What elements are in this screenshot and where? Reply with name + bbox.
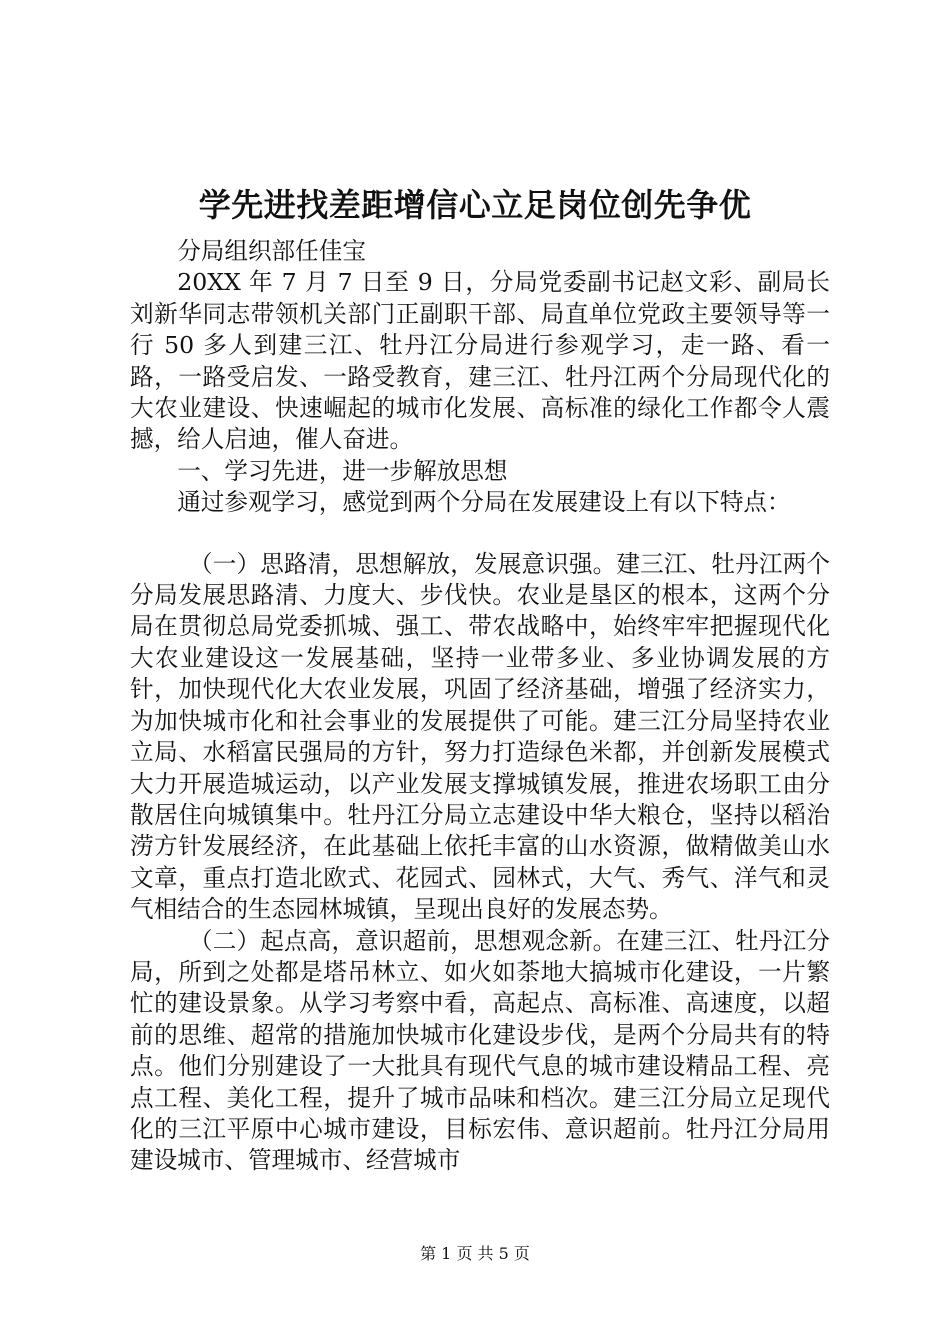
section-lead: 通过参观学习，感觉到两个分局在发展建设上有以下特点：	[177, 488, 791, 517]
paragraph-gap	[130, 519, 830, 549]
document-title: 学先进找差距增信心立足岗位创先争优	[198, 186, 752, 224]
page-number-footer: 第 1 页 共 5 页	[420, 1244, 530, 1263]
point-two-paragraph: （二）起点高，意识超前，思想观念新。在建三江、牡丹江分局，所到之处都是塔吊林立、如火如荼地大搞城市化建设，一片繁忙的建设景象。从学习考察中看，高起点、高标准、高速度，以超前的思维、超常的措施加快城市化建设步伐，是两个分局共有的特点。他们分别建设了一大批具有现代气息的城市建设精品工程、亮点工程、美化工程，提升了城市品味和档次。建三江分局立足现代化的三江平原中心城市建设，目标宏伟、意识超前。牡丹江分局用建设城市、管理城市、经营城市	[130, 926, 830, 1175]
document-body	[130, 236, 830, 1177]
author-line: 分局组织部任佳宝	[177, 237, 366, 265]
point-one-paragraph: （一）思路清，思想解放，发展意识强。建三江、牡丹江两个分局发展思路清、力度大、步伐快。农业是垦区的根本，这两个分局在贯彻总局党委抓城、强工、带农战略中，始终牢牢把握现代化大农业建设这一发展基础，坚持一业带多业、多业协调发展的方针，加快现代化大农业发展，巩固了经济基础，增强了经济实力，为加快城市化和社会事业的发展提供了可能。建三江分局坚持农业立局、水稻富民强局的方针，努力打造绿色米都，并创新发展模式大力开展造城运动，以产业发展支撑城镇发展，推进农场职工由分散居住向城镇集中。牡丹江分局立志建设中华大粮仓，坚持以稻治涝方针发展经济，在此基础上依托丰富的山水资源，做精做美山水文章，重点打造北欧式、花园式、园林式，大气、秀气、洋气和灵气相结合的生态园林城镇，呈现出良好的发展态势。	[130, 549, 830, 924]
section-heading: 一、学习先进，进一步解放思想	[177, 456, 508, 485]
intro-paragraph: 20XX 年 7 月 7 日至 9 日，分局党委副书记赵文彩、副局长刘新华同志带领机关部门正副职干部、局直单位党政主要领导等一行 50 多人到建三江、牡丹江分局进行参观学习，走一路、看一路，一路受启发、一路受教育，建三江、牡丹江两个分局现代化的大农业建设、快速崛起的城市化发展、高标准的绿化工作都令人震撼，给人启迪，催人奋进。	[130, 268, 830, 454]
